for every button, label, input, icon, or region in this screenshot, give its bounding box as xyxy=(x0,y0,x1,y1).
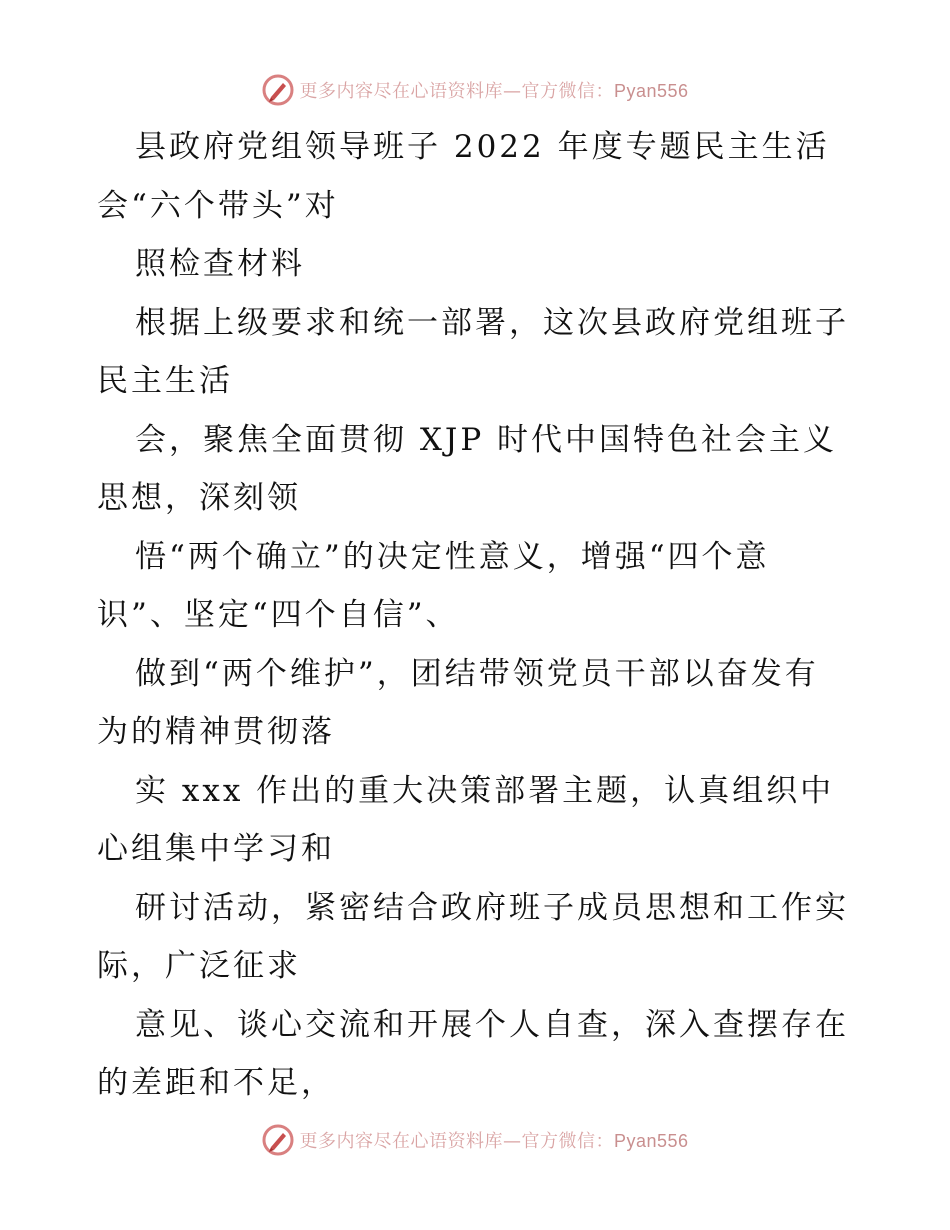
paragraph-line: 的差距和不足， xyxy=(97,1065,335,1101)
paragraph-line: 心组集中学习和 xyxy=(97,831,335,867)
paragraph-line: 民主生活 xyxy=(97,363,233,399)
paragraph-line: 做到“两个维护”，团结带领党员干部以奋发有 xyxy=(135,655,819,692)
paragraph-line: 为的精神贯彻落 xyxy=(97,714,335,750)
paragraph-line: 际，广泛征求 xyxy=(97,948,301,984)
watermark-text: 更多内容尽在心语资料库—官方微信： xyxy=(299,81,614,102)
fountain-pen-logo-icon xyxy=(261,73,295,107)
paragraph-line: 悟“两个确立”的决定性意义，增强“四个意 xyxy=(135,538,770,575)
watermark-id: Pyan556 xyxy=(613,1131,689,1151)
title-line: 照检查材料 xyxy=(135,246,305,282)
document-body xyxy=(97,118,867,1113)
title-line: 县政府党组领导班子 2022 年度专题民主生活 xyxy=(135,129,830,165)
paragraph-line: 思想，深刻领 xyxy=(97,480,301,516)
paragraph-line: 识”、坚定“四个自信”、 xyxy=(97,597,460,633)
title-line: 会“六个带头”对 xyxy=(97,187,339,224)
paragraph-line: 实 xxx 作出的重大决策部署主题，认真组织中 xyxy=(135,772,835,809)
watermark-id: Pyan556 xyxy=(613,81,689,101)
paragraph-line: 意见、谈心交流和开展个人自查，深入查摆存在 xyxy=(135,1006,849,1043)
watermark-text: 更多内容尽在心语资料库—官方微信： xyxy=(299,1131,614,1152)
paragraph-line: 根据上级要求和统一部署，这次县政府党组班子 xyxy=(135,304,849,341)
header-watermark xyxy=(0,70,950,110)
fountain-pen-logo-icon xyxy=(261,1123,295,1157)
footer-watermark xyxy=(0,1120,950,1160)
paragraph-line: 会，聚焦全面贯彻 XJP 时代中国特色社会主义 xyxy=(135,421,838,458)
paragraph-line: 研讨活动，紧密结合政府班子成员思想和工作实 xyxy=(135,889,849,926)
